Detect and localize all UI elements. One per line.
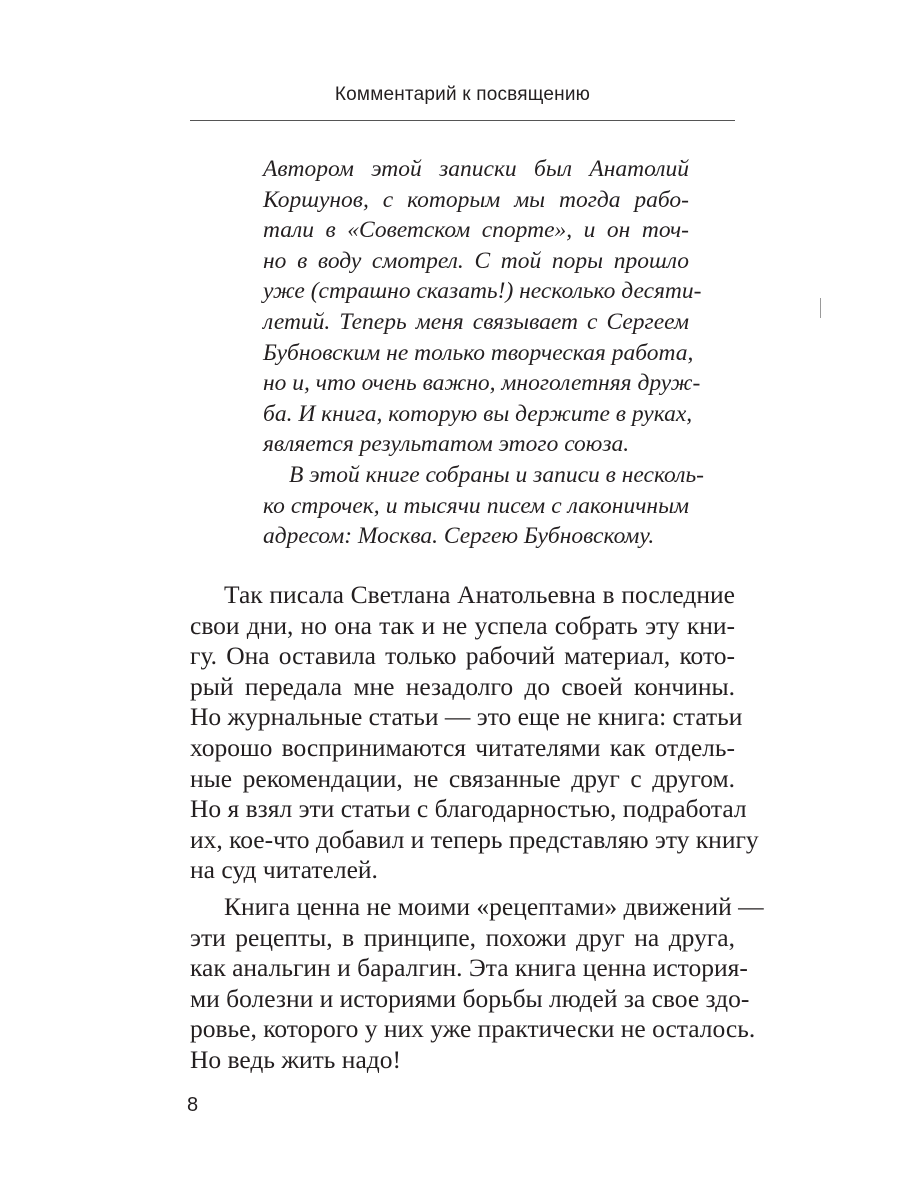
running-head: Комментарий к посвящению <box>334 84 591 105</box>
text-line: Автором этой записки был Анатолий <box>263 156 689 182</box>
text-line: ми болезни и историями борьбы людей за свое здо- <box>190 983 750 1013</box>
body-text <box>190 580 764 1076</box>
text-line: свои дни, но она так и не успела собрать эту кни- <box>190 610 735 640</box>
text-line: Но журнальные статьи — это еще не книга: статьи <box>190 702 743 732</box>
text-line: как анальгин и баралгин. Эта книга ценна история- <box>190 953 748 983</box>
text-line: является результатом этого союза. <box>263 431 630 458</box>
text-line: Книга ценна не моими «рецептами» движений — <box>224 891 764 921</box>
text-line: Но ведь жить надо! <box>190 1044 401 1074</box>
text-line: на суд читателей. <box>190 855 378 885</box>
text-line: ко строчек, и тысячи писем с лаконичным <box>263 492 689 519</box>
text-line: хорошо воспринимаются читателями как отдель- <box>190 732 735 762</box>
text-line: гу. Она оставила только рабочий материал, кото- <box>190 641 735 671</box>
page-number: 8 <box>187 1094 199 1116</box>
body-paragraph-2 <box>190 891 764 1076</box>
quoted-note <box>263 154 704 552</box>
text-line: эти рецепты, в принципе, похожи друг на друга, <box>190 922 735 952</box>
quote-paragraph-1 <box>263 154 702 460</box>
text-line: рый передала мне незадолго до своей кончины. <box>190 671 735 701</box>
text-line: В этой книге собраны и записи в несколь- <box>289 461 704 488</box>
text-line: Так писала Светлана Анатольевна в последние <box>224 580 735 609</box>
text-line: Бубновским не только творческая работа, <box>263 339 694 366</box>
quote-paragraph-2 <box>263 460 704 552</box>
text-line: ровье, которого у них уже практически не осталось. <box>190 1014 756 1044</box>
text-line: ба. И книга, которую вы держите в руках, <box>263 400 693 427</box>
text-line: уже (страшно сказать!) несколько десяти- <box>263 278 702 305</box>
text-line: Коршунов, с которым мы тогда рабо- <box>263 186 689 213</box>
text-line: тали в «Советском спорте», и он точ- <box>263 217 689 244</box>
text-line: их, кое-что добавил и теперь представляю эту книгу <box>190 824 759 854</box>
text-line: летий. Теперь меня связывает с Сергеем <box>263 308 689 335</box>
header-rule <box>190 120 735 121</box>
text-line: но в воду смотрел. С той поры прошло <box>263 247 689 274</box>
text-line: адресом: Москва. Сергею Бубновскому. <box>263 523 655 550</box>
text-line: Но я взял эти статьи с благодарностью, подработал <box>190 794 747 824</box>
margin-mark <box>820 298 821 318</box>
body-paragraph-1 <box>190 580 759 886</box>
text-line: но и, что очень важно, многолетняя друж- <box>263 370 701 397</box>
text-line: ные рекомендации, не связанные друг с другом. <box>190 763 735 793</box>
